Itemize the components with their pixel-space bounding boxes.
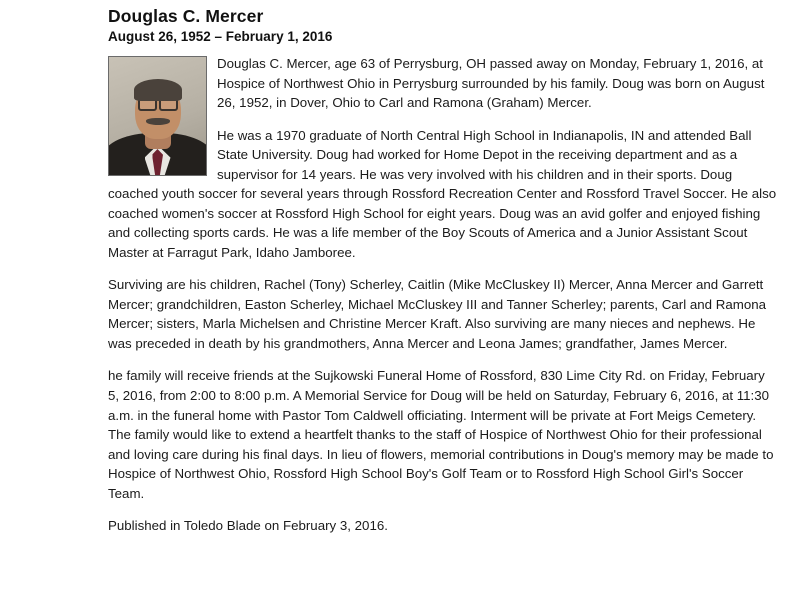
paragraph: he family will receive friends at the Sujkowski Funeral Home of Rossford, 830 Lime City Rd. on Friday, February 5, 2016, from 2:00 to 8:00 p.m. A Memorial Service for Doug will be held on Saturday, February 6, 2016, at 11:30 a.m. in the funeral home with Pastor Tom Caldwell officiating. Interment will be private at Fort Meigs Cemetery. The family would like to extend a heartfelt thanks to the staff of Hospice of Northwest Ohio for their professional and loving care during his final days. In lieu of flowers, memorial contributions in Doug's memory may be made to Hospice of Northwest Ohio, Rossford High School Boy's Golf Team or to Rossford High School Girl's Soccer Team. [108,368,774,501]
published-line: Published in Toledo Blade on February 3, 2016. [108,518,388,534]
portrait-photo [108,56,207,176]
life-dates: August 26, 1952 – February 1, 2016 [108,29,333,44]
portrait-hair [134,79,182,101]
paragraph: He was a 1970 graduate of North Central High School in Indianapolis, IN and attended Ball State University. Doug had worked for Home Depot in the receiving department and as a supervisor for 14 years. He was very involved with his children and in their sports. Doug coached youth soccer for several years through Rossford Recreation Center and Rossford Travel Soccer. He also coached women's soccer at Rossford High School for eight years. Doug was an avid golfer and enjoyed fishing and collecting sports cards. He was a life member of the Boy Scouts of America and a Junior Assistant Scout Master at Farragut Park, Idaho Jamboree. [108,127,777,260]
portrait-mustache [146,118,170,125]
page-title: Douglas C. Mercer [108,6,264,26]
obituary-body [108,54,778,536]
paragraph: Surviving are his children, Rachel (Tony) Scherley, Caitlin (Mike McCluskey II) Mercer, Anna Mercer and Garrett Mercer; grandchildren, Easton Scherley, Michael McCluskey III and Tanner Scherley; parents, Carl and Ramona Mercer; sisters, Marla Michelsen and Christine Mercer Kraft. Also surviving are many nieces and nephews. He was preceded in death by his grandmothers, Anna Mercer and Leona James; grandfather, James Mercer. [108,277,767,351]
paragraph: Douglas C. Mercer, age 63 of Perrysburg, OH passed away on Monday, February 1, 2016, at Hospice of Northwest Ohio in Perrysburg surrounded by his family. Doug was born on August 26, 1952, in Dover, Ohio to Carl and Ramona (Graham) Mercer. [217,56,765,111]
